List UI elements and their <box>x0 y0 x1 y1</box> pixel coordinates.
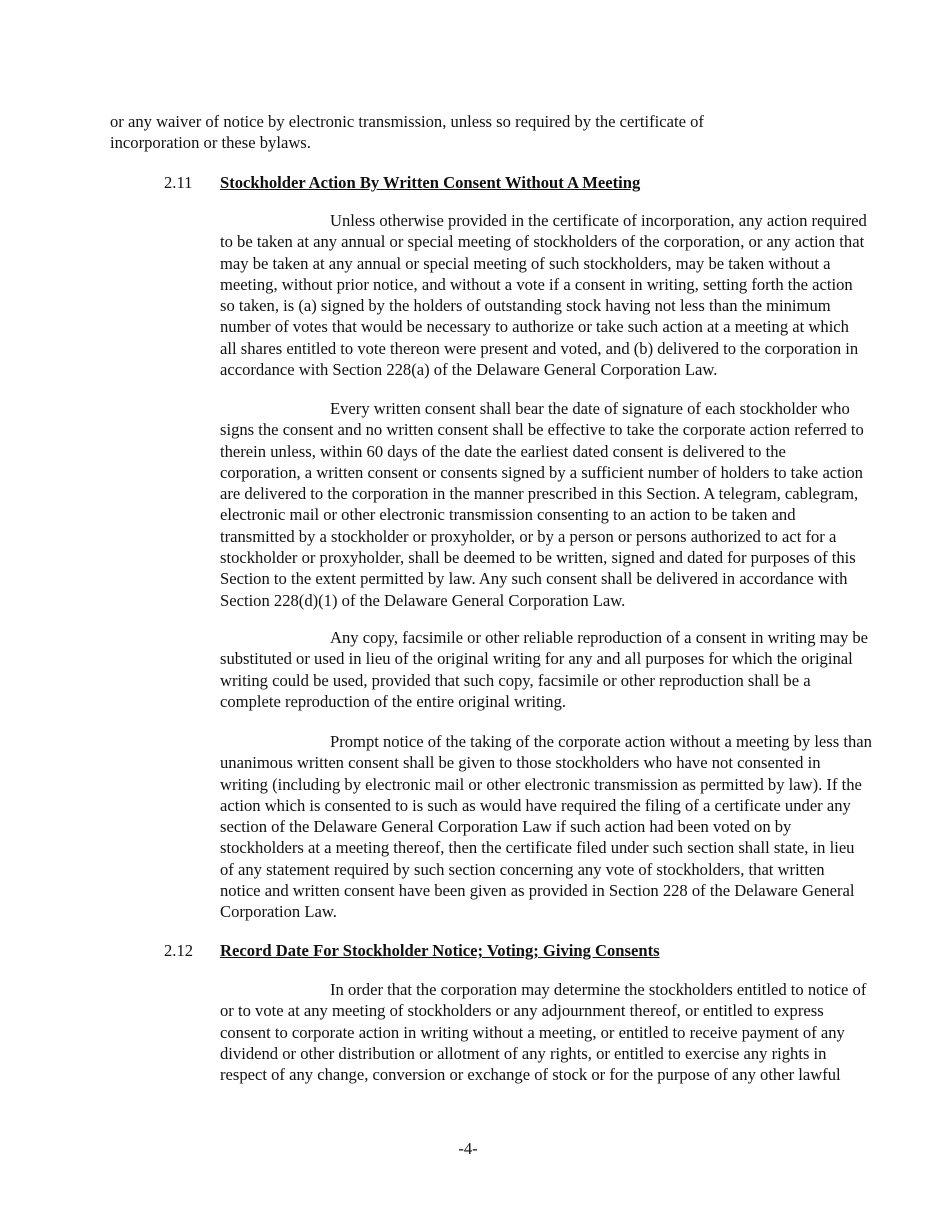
section-heading-2-11 <box>164 172 640 193</box>
section-number: 2.11 <box>164 173 193 192</box>
continuation-paragraph <box>110 111 830 154</box>
section-2-11-paragraph-3 <box>110 627 869 712</box>
text-line: or to vote at any meeting of stockholders or any adjournment thereof, or entitled to express <box>220 1001 824 1021</box>
section-heading-2-12 <box>164 940 660 961</box>
text-line: therein unless, within 60 days of the date the earliest dated consent is delivered to the <box>220 441 786 461</box>
text-line: accordance with Section 228(a) of the Delaware General Corporation Law. <box>220 360 718 380</box>
text-line: of any statement required by such section concerning any vote of stockholders, that written <box>220 859 825 879</box>
paragraph <box>110 731 872 923</box>
text-line: or any waiver of notice by electronic transmission, unless so required by the certificate of <box>110 112 704 131</box>
text-line: stockholder or proxyholder, shall be deemed to be written, signed and dated for purposes of this <box>220 548 856 568</box>
section-2-11-paragraph-1 <box>110 210 867 380</box>
section-2-12-paragraph-1 <box>110 979 867 1085</box>
text-line: substituted or used in lieu of the original writing for any and all purposes for which the original <box>220 649 853 669</box>
text-line: respect of any change, conversion or exchange of stock or for the purpose of any other lawful <box>220 1065 841 1085</box>
text-line: stockholders at a meeting thereof, then the certificate filed under such section shall state, in lieu <box>220 838 855 858</box>
text-line: Prompt notice of the taking of the corporate action without a meeting by less than <box>330 732 872 751</box>
text-line: Section to the extent permitted by law. Any such consent shall be delivered in accordance with <box>220 569 848 589</box>
text-line: number of votes that would be necessary to authorize or take such action at a meeting at which <box>220 317 849 337</box>
section-title: Stockholder Action By Written Consent Without A Meeting <box>220 173 641 192</box>
text-line: are delivered to the corporation in the manner prescribed in this Section. A telegram, cablegram, <box>220 484 859 504</box>
text-line: dividend or other distribution or allotment of any rights, or entitled to exercise any rights in <box>220 1043 827 1063</box>
text-line: consent to corporate action in writing without a meeting, or entitled to receive payment of any <box>220 1022 845 1042</box>
text-line: Corporation Law. <box>220 902 337 922</box>
text-line: Any copy, facsimile or other reliable reproduction of a consent in writing may be <box>330 628 869 647</box>
paragraph <box>110 398 864 611</box>
text-line: transmitted by a stockholder or proxyholder, or by a person or persons authorized to act for a <box>220 526 837 546</box>
text-line: corporation, a written consent or consents signed by a sufficient number of holders to take action <box>220 462 863 482</box>
text-line: so taken, is (a) signed by the holders of outstanding stock having not less than the minimum <box>220 296 831 316</box>
text-line: Every written consent shall bear the date of signature of each stockholder who <box>330 399 850 418</box>
section-number: 2.12 <box>164 941 194 960</box>
text-line: meeting, without prior notice, and without a vote if a consent in writing, setting forth the action <box>220 274 853 294</box>
section-2-11-paragraph-4 <box>110 731 872 923</box>
page-number: -4- <box>458 1139 478 1158</box>
text-line: section of the Delaware General Corporation Law if such action had been voted on by <box>220 817 792 837</box>
text-line: all shares entitled to vote thereon were present and voted, and (b) delivered to the corporation in <box>220 338 859 358</box>
text-line: Section 228(d)(1) of the Delaware General Corporation Law. <box>220 590 626 610</box>
paragraph <box>110 627 869 712</box>
text-line: electronic mail or other electronic transmission consenting to an action to be taken and <box>220 505 796 525</box>
text-line: Unless otherwise provided in the certificate of incorporation, any action required <box>330 211 867 230</box>
text-line: unanimous written consent shall be given to those stockholders who have not consented in <box>220 753 821 773</box>
text-line: complete reproduction of the entire original writing. <box>220 691 567 711</box>
text-line: In order that the corporation may determine the stockholders entitled to notice of <box>330 980 867 999</box>
paragraph <box>110 979 867 1085</box>
text-line: notice and written consent have been given as provided in Section 228 of the Delaware General <box>220 881 855 901</box>
text-line: writing could be used, provided that such copy, facsimile or other reproduction shall be a <box>220 670 811 690</box>
text-line: incorporation or these bylaws. <box>110 133 311 153</box>
text-line: may be taken at any annual or special meeting of such stockholders, may be taken without a <box>220 253 831 273</box>
text-line: to be taken at any annual or special meeting of stockholders of the corporation, or any action that <box>220 232 865 252</box>
paragraph <box>110 210 867 380</box>
text-line: writing (including by electronic mail or other electronic transmission as permitted by law). If the <box>220 774 862 794</box>
section-2-11-paragraph-2 <box>110 398 864 611</box>
section-title: Record Date For Stockholder Notice; Voting; Giving Consents <box>220 941 660 960</box>
text-line: signs the consent and no written consent shall be effective to take the corporate action referred to <box>220 420 864 440</box>
paragraph <box>110 111 830 154</box>
text-line: action which is consented to is such as would have required the filing of a certificate under any <box>220 795 851 815</box>
